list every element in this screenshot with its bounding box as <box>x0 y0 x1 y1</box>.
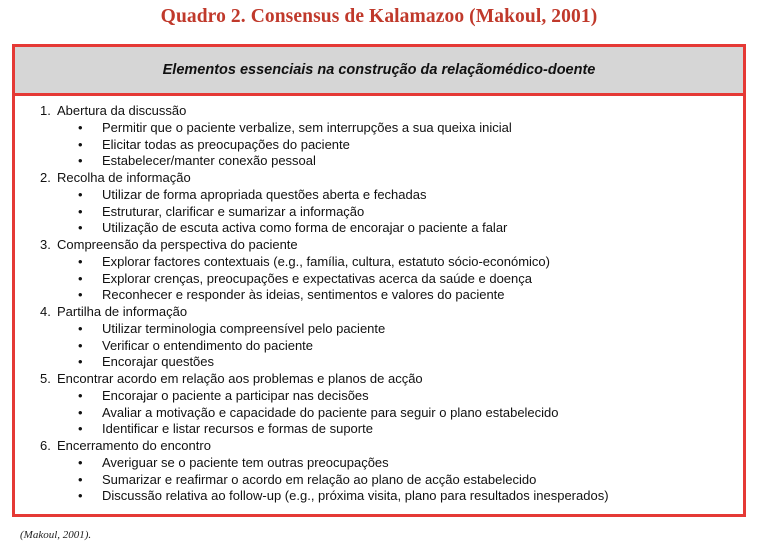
section-number: 1. <box>40 103 51 118</box>
table-header-text: Elementos essenciais na construção da relaçãomédico-doente <box>162 62 596 78</box>
list-item-text: Utilizar de forma apropriada questões aberta e fechadas <box>102 186 427 202</box>
bullet-icon: • <box>78 186 83 202</box>
bullet-icon: • <box>78 203 83 219</box>
bullet-icon: • <box>78 136 83 152</box>
list-item <box>40 488 743 505</box>
list-item-text: Elicitar todas as preocupações do paciente <box>102 136 350 152</box>
section-row <box>40 103 743 120</box>
list-item <box>40 254 743 271</box>
list-item-text: Avaliar a motivação e capacidade do paciente para seguir o plano estabelecido <box>102 404 559 420</box>
list-item-text: Encorajar o paciente a participar nas decisões <box>102 387 369 403</box>
list-item-text: Encorajar questões <box>102 354 215 370</box>
list-item-text: Identificar e listar recursos e formas de suporte <box>102 421 373 437</box>
bullet-icon: • <box>78 471 83 487</box>
list-item <box>40 120 743 137</box>
table-header <box>15 47 743 96</box>
consensus-table <box>12 44 746 517</box>
bullet-icon: • <box>78 354 83 370</box>
bullet-icon: • <box>78 287 83 303</box>
section-number: 4. <box>40 304 51 319</box>
section-title: Partilha de informação <box>57 304 188 319</box>
section-row <box>40 237 743 254</box>
list-item-text: Utilização de escuta activa como forma de encorajar o paciente a falar <box>102 220 508 236</box>
list-item <box>40 455 743 472</box>
section-title: Encontrar acordo em relação aos problemas e planos de acção <box>57 371 423 386</box>
section-number: 3. <box>40 237 51 252</box>
section-row <box>40 170 743 187</box>
bullet-icon: • <box>78 119 83 135</box>
list-item <box>40 421 743 438</box>
list-item-text: Utilizar terminologia compreensível pelo paciente <box>102 320 386 336</box>
section-row <box>40 438 743 455</box>
bullet-icon: • <box>78 220 83 236</box>
list-item-text: Explorar factores contextuais (e.g., família, cultura, estatuto sócio-económico) <box>102 253 550 269</box>
list-item <box>40 271 743 288</box>
list-item <box>40 472 743 489</box>
elements-list <box>15 96 743 505</box>
source-caption: (Makoul, 2001). <box>20 529 92 541</box>
list-item <box>40 354 743 371</box>
bullet-icon: • <box>78 421 83 437</box>
bullet-icon: • <box>78 320 83 336</box>
list-item-text: Averiguar se o paciente tem outras preocupações <box>102 454 389 470</box>
list-item <box>40 153 743 170</box>
page-title: Quadro 2. Consensus de Kalamazoo (Makoul, 2001) <box>160 6 598 27</box>
bullet-icon: • <box>78 253 83 269</box>
section-title: Abertura da discussão <box>57 103 187 118</box>
bullet-icon: • <box>78 488 83 504</box>
section-row <box>40 371 743 388</box>
list-item <box>40 405 743 422</box>
section-title: Compreensão da perspectiva do paciente <box>57 237 298 252</box>
list-item <box>40 187 743 204</box>
list-item <box>40 388 743 405</box>
section-number: 6. <box>40 438 51 453</box>
list-item-text: Reconhecer e responder às ideias, sentimentos e valores do paciente <box>102 287 505 303</box>
list-item-text: Permitir que o paciente verbalize, sem interrupções a sua queixa inicial <box>102 119 512 135</box>
bullet-icon: • <box>78 454 83 470</box>
bullet-icon: • <box>78 153 83 169</box>
section-number: 2. <box>40 170 51 185</box>
bullet-icon: • <box>78 387 83 403</box>
list-item <box>40 338 743 355</box>
list-item-text: Estruturar, clarificar e sumarizar a informação <box>102 203 365 219</box>
bullet-icon: • <box>78 404 83 420</box>
list-item <box>40 137 743 154</box>
section-title: Recolha de informação <box>57 170 191 185</box>
list-item-text: Verificar o entendimento do paciente <box>102 337 314 353</box>
list-item-text: Discussão relativa ao follow-up (e.g., próxima visita, plano para resultados inesperados) <box>102 488 609 504</box>
list-item <box>40 287 743 304</box>
bullet-icon: • <box>78 270 83 286</box>
section-title: Encerramento do encontro <box>57 438 211 453</box>
bullet-icon: • <box>78 337 83 353</box>
section-number: 5. <box>40 371 51 386</box>
list-item-text: Explorar crenças, preocupações e expectativas acerca da saúde e doença <box>102 270 532 286</box>
list-item <box>40 321 743 338</box>
list-item-text: Estabelecer/manter conexão pessoal <box>102 153 316 169</box>
section-row <box>40 304 743 321</box>
list-item <box>40 220 743 237</box>
list-item <box>40 204 743 221</box>
list-item-text: Sumarizar e reafirmar o acordo em relação ao plano de acção estabelecido <box>102 471 537 487</box>
